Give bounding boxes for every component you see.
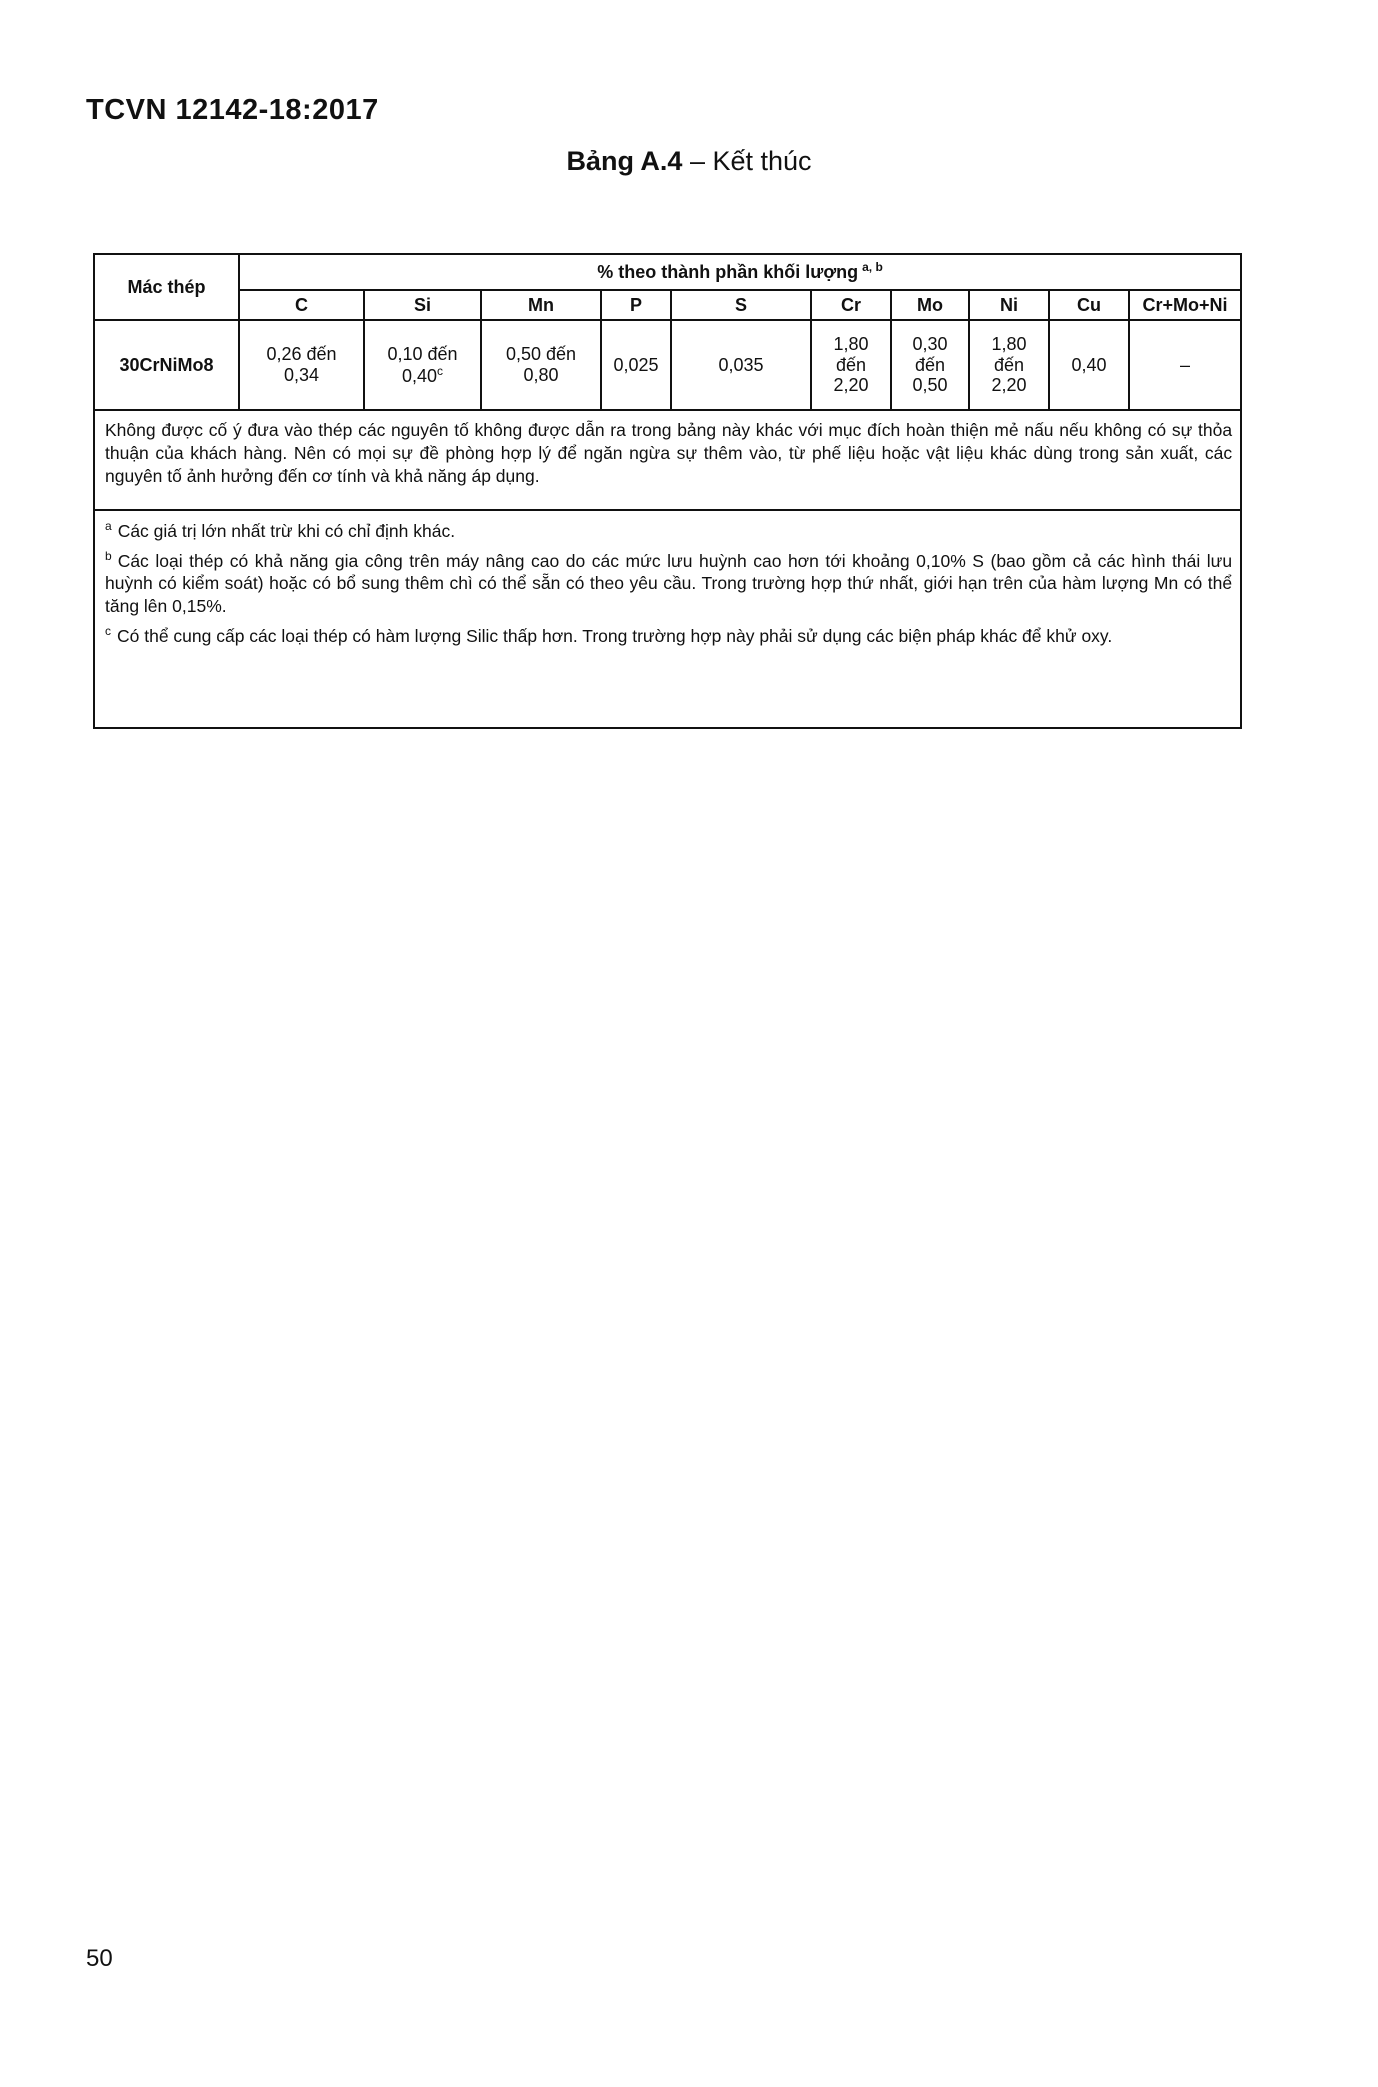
column-header-si: Si [364, 290, 481, 320]
group-header-sup: a, b [862, 260, 883, 275]
composition-table [93, 253, 1242, 729]
cell-mo-line-3: 0,50 [912, 375, 948, 396]
cell-ni-line-1: 1,80 [991, 333, 1027, 354]
cell-ni [969, 320, 1049, 410]
page-number: 50 [86, 1945, 113, 1972]
footnote-b [105, 549, 1232, 618]
table-note: Không được cố ý đưa vào thép các nguyên tố không được dẫn ra trong bảng này khác với mục đích hoàn thiện mẻ nấu nếu không có sự thỏa thuận của khách hàng. Nên có mọi sự đề phòng hợp lý để ngăn ngừa sự thêm vào, từ phế liệu hoặc vật liệu khác dùng trong sản xuất, các nguyên tố ảnh hưởng đến cơ tính và khả năng áp dụng. [94, 410, 1241, 510]
footnote-c [105, 624, 1232, 648]
cell-cr-line-3: 2,20 [833, 375, 869, 396]
column-header-mo: Mo [891, 290, 969, 320]
cell-mo-line-2: đến [914, 354, 946, 375]
cell-mn-line-2: 0,80 [523, 365, 559, 385]
cell-cu: 0,40 [1049, 320, 1129, 410]
cell-mn [481, 320, 601, 410]
cell-p: 0,025 [601, 320, 671, 410]
cell-si [364, 320, 481, 410]
cell-c-line-1: 0,26 đến [266, 344, 337, 365]
cell-ni-line-2: đến [993, 354, 1025, 375]
column-header-cu: Cu [1049, 290, 1129, 320]
footnotes [94, 510, 1241, 728]
column-header-s: S [671, 290, 811, 320]
grade-cell: 30CrNiMo8 [94, 320, 239, 410]
column-header-ni: Ni [969, 290, 1049, 320]
cell-mo [891, 320, 969, 410]
group-header-text: % theo thành phần khối lượng [597, 262, 859, 283]
cell-c [239, 320, 364, 410]
footnote-a [105, 519, 1232, 543]
cell-si-sup: c [437, 363, 444, 378]
cell-mn-line-1: 0,50 đến [505, 344, 577, 365]
footnote-a-mark: a [105, 519, 112, 533]
cell-si-line-2: 0,40 [401, 365, 438, 386]
cell-cr [811, 320, 891, 410]
column-header-mn: Mn [481, 290, 601, 320]
footnote-a-text: Các giá trị lớn nhất trừ khi có chỉ định khác. [117, 520, 456, 541]
column-header-cr-mo-ni: Cr+Mo+Ni [1129, 290, 1241, 320]
table-title-suffix: Kết thúc [712, 146, 812, 176]
cell-s: 0,035 [671, 320, 811, 410]
column-header-c: C [239, 290, 364, 320]
footnote-b-text: Các loại thép có khả năng gia công trên máy nâng cao do các mức lưu huỳnh cao hơn tới khoảng 0,10% S (bao gồm cả các hình thái lưu huỳnh có kiểm soát) hoặc có bổ sung thêm chì có thể sẵn có theo yêu cầu. Trong trường hợp thứ nhất, giới hạn trên của hàm lượng Mn có thể tăng lên 0,15%. [105, 550, 1233, 616]
cell-cr-line-1: 1,80 [833, 333, 869, 354]
footnote-c-text: Có thể cung cấp các loại thép có hàm lượng Silic thấp hơn. Trong trường hợp này phải sử dụng các biện pháp khác để khử oxy. [117, 625, 1113, 646]
cell-cr-mo-ni: – [1129, 320, 1241, 410]
column-header-cr: Cr [811, 290, 891, 320]
footnote-b-mark: b [105, 548, 112, 563]
group-header [239, 254, 1241, 290]
cell-si-line-1: 0,10 đến [387, 343, 458, 364]
table-title-label: Bảng A.4 [566, 146, 683, 176]
grade-header: Mác thép [94, 254, 239, 320]
table-row [94, 320, 1241, 410]
footnote-c-mark: c [105, 623, 111, 638]
document-header: TCVN 12142-18:2017 [86, 94, 379, 126]
table-title-dash: – [682, 146, 713, 176]
cell-mo-line-1: 0,30 [912, 333, 948, 354]
cell-c-line-2: 0,34 [283, 365, 320, 385]
cell-ni-line-3: 2,20 [991, 375, 1027, 396]
table-title [0, 146, 1378, 177]
cell-cr-line-2: đến [835, 354, 867, 375]
column-header-p: P [601, 290, 671, 320]
